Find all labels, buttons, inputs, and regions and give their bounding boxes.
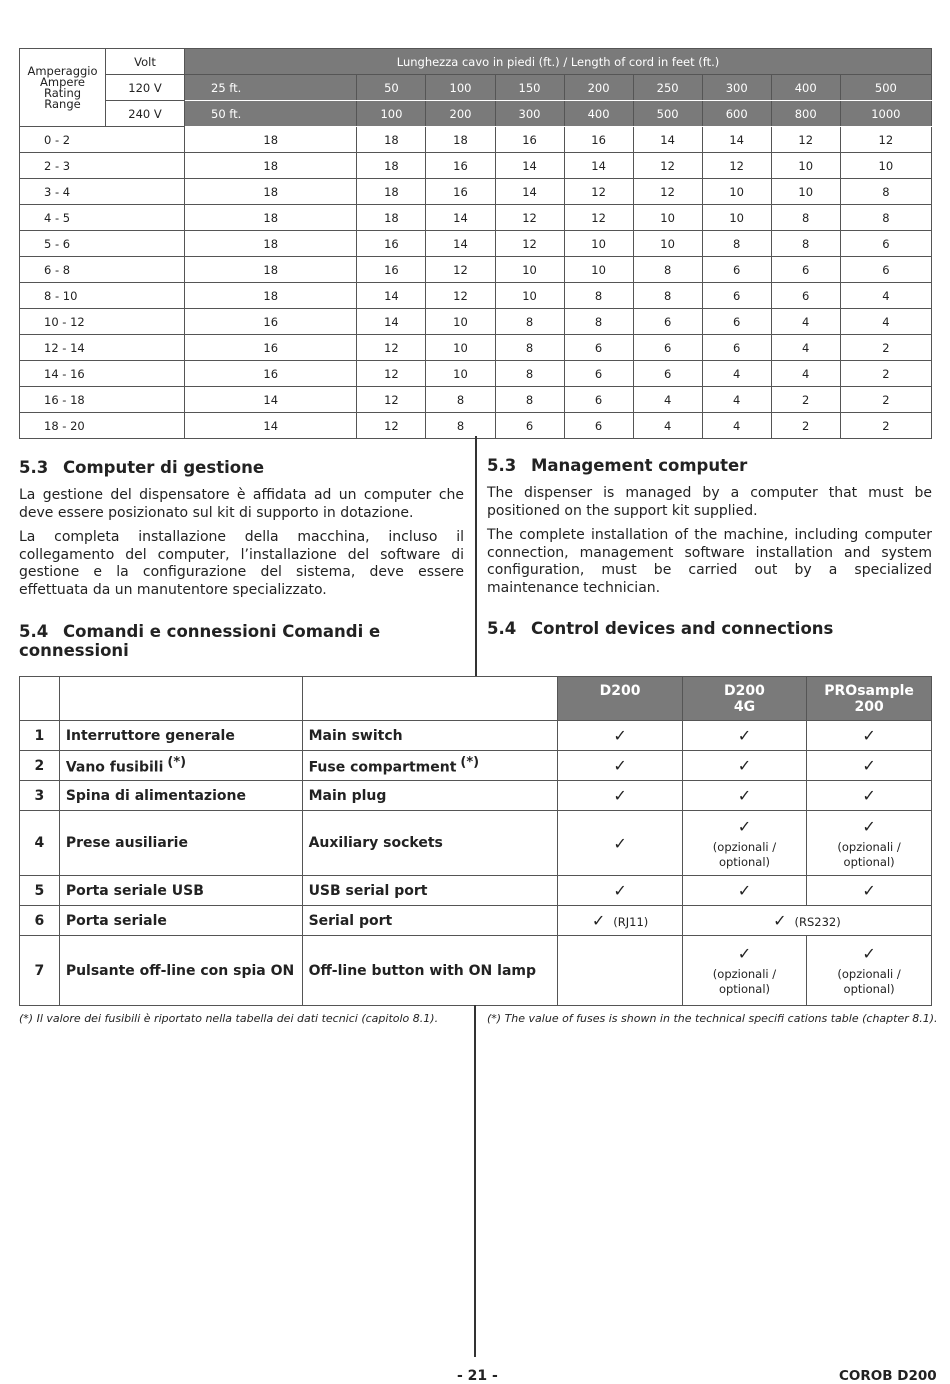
gauge-cell: 6 — [771, 283, 840, 309]
gauge-cell: 6 — [564, 361, 633, 387]
volt-240: 240 V — [106, 101, 185, 127]
footnote-mark: (*) — [167, 755, 187, 771]
cord-table-row — [20, 283, 932, 309]
gauge-cell: 6 — [702, 257, 771, 283]
control-label-en: Auxiliary sockets — [308, 835, 443, 851]
amp-range-cell: 6 - 8 — [20, 257, 185, 283]
page-number: - 21 - — [457, 1368, 498, 1384]
cord-table-row — [20, 413, 932, 439]
checkmark-icon: ✓ — [737, 726, 752, 745]
gauge-cell: 12 — [426, 257, 495, 283]
section-number: 5.3 — [487, 456, 517, 475]
gauge-cell: 8 — [771, 231, 840, 257]
gauge-cell: 14 — [357, 283, 426, 309]
gauge-cell: 2 — [840, 335, 931, 361]
amp-range-cell: 8 - 10 — [20, 283, 185, 309]
gauge-cell: 6 — [702, 283, 771, 309]
gauge-cell: 8 — [495, 335, 564, 361]
cord-table-row — [20, 335, 932, 361]
amp-range-cell: 16 - 18 — [20, 387, 185, 413]
optional-note: (opzionali / optional) — [712, 967, 777, 996]
gauge-cell: 14 — [185, 387, 357, 413]
gauge-cell: 12 — [357, 361, 426, 387]
gauge-cell: 8 — [495, 387, 564, 413]
check-cell — [558, 876, 682, 906]
length-120-cell: 200 — [564, 75, 633, 101]
check-cell — [807, 876, 932, 906]
amp-range-cell: 14 - 16 — [20, 361, 185, 387]
check-cell — [558, 906, 682, 936]
gauge-cell: 4 — [771, 309, 840, 335]
gauge-cell: 4 — [702, 387, 771, 413]
check-cell — [807, 781, 932, 811]
checkmark-icon: ✓ — [613, 756, 627, 775]
check-cell — [807, 936, 932, 1006]
gauge-cell: 10 — [771, 153, 840, 179]
gauge-cell: 10 — [702, 179, 771, 205]
amp-range-cell: 4 - 5 — [20, 205, 185, 231]
gauge-cell: 18 — [185, 127, 357, 153]
footnote-mark: (*) — [460, 755, 480, 771]
gauge-cell: 8 — [495, 361, 564, 387]
gauge-cell: 4 — [840, 283, 931, 309]
checkmark-icon: ✓ — [773, 911, 787, 930]
check-cell — [682, 751, 806, 781]
gauge-cell: 10 — [495, 257, 564, 283]
control-label-it: Vano fusibili — [65, 759, 164, 776]
gauge-cell: 12 — [771, 127, 840, 153]
gauge-cell: 18 — [185, 179, 357, 205]
section-title: Computer di gestione — [63, 458, 265, 477]
amp-range-cell: 10 - 12 — [20, 309, 185, 335]
optional-note: (opzionali / optional) — [712, 839, 777, 869]
gauge-cell: 8 — [840, 205, 931, 231]
gauge-cell: 16 — [495, 127, 564, 153]
gauge-cell: 6 — [840, 257, 931, 283]
gauge-cell: 14 — [702, 127, 771, 153]
length-120-cell: 25 ft. — [185, 75, 357, 101]
control-name-en — [302, 876, 558, 906]
gauge-cell: 6 — [564, 413, 633, 439]
length-240-cell: 50 ft. — [185, 101, 357, 127]
control-name-en — [302, 721, 558, 751]
gauge-cell: 12 — [495, 205, 564, 231]
header-blank-it — [59, 677, 302, 721]
gauge-cell: 10 — [426, 361, 495, 387]
check-cell — [558, 751, 682, 781]
control-label-en: Main plug — [308, 787, 387, 804]
control-name-it — [59, 721, 302, 751]
gauge-cell: 18 — [185, 153, 357, 179]
control-name-it — [59, 811, 302, 876]
control-label-en: USB serial port — [308, 882, 428, 899]
connector-type: (RS232) — [794, 915, 841, 929]
control-name-it — [59, 906, 302, 936]
amp-range-cell: 3 - 4 — [20, 179, 185, 205]
checkmark-icon: ✓ — [591, 911, 606, 930]
control-name-it — [59, 876, 302, 906]
control-label-it: Porta seriale — [65, 912, 167, 929]
check-cell — [807, 811, 932, 876]
gauge-cell: 6 — [564, 335, 633, 361]
gauge-cell: 8 — [426, 413, 495, 439]
gauge-cell: 16 — [426, 179, 495, 205]
cord-table-row — [20, 387, 932, 413]
check-cell — [682, 876, 806, 906]
gauge-cell: 18 — [185, 283, 357, 309]
control-name-en — [302, 906, 558, 936]
paragraph-en-1: The dispenser is managed by a computer that must be positioned on the support kit supplied. — [487, 485, 932, 519]
header-blank-num — [20, 677, 60, 721]
paragraph-it-1: La gestione del dispensatore è affidata ad un computer che deve essere posizionato sul kit di supporto in dotazione. — [19, 487, 464, 521]
gauge-cell: 18 — [357, 127, 426, 153]
column-divider-bottom — [474, 1005, 476, 1357]
length-120-cell: 250 — [633, 75, 702, 101]
gauge-cell: 18 — [357, 153, 426, 179]
gauge-cell: 18 — [357, 205, 426, 231]
control-label-en: Serial port — [308, 912, 393, 929]
gauge-cell: 4 — [633, 413, 702, 439]
optional-note: (opzionali / optional) — [837, 839, 901, 869]
length-240-cell: 800 — [771, 101, 840, 127]
length-240-cell: 500 — [633, 101, 702, 127]
gauge-cell: 12 — [357, 387, 426, 413]
gauge-cell: 6 — [495, 413, 564, 439]
control-label-it: Spina di alimentazione — [65, 787, 246, 804]
length-240-cell: 1000 — [840, 101, 931, 127]
checkmark-icon: ✓ — [862, 816, 876, 836]
check-cell — [682, 781, 806, 811]
gauge-cell: 12 — [702, 153, 771, 179]
italian-column — [19, 458, 464, 660]
gauge-cell: 12 — [633, 153, 702, 179]
header-blank-en — [302, 677, 558, 721]
cord-table-row — [20, 309, 932, 335]
length-240-cell: 400 — [564, 101, 633, 127]
gauge-cell: 8 — [840, 179, 931, 205]
gauge-cell: 6 — [702, 335, 771, 361]
gauge-cell: 16 — [185, 309, 357, 335]
length-120-cell: 400 — [771, 75, 840, 101]
gauge-cell: 2 — [771, 387, 840, 413]
check-cell — [807, 721, 932, 751]
gauge-cell: 14 — [495, 179, 564, 205]
gauge-cell: 14 — [633, 127, 702, 153]
cord-table-row — [20, 179, 932, 205]
checkmark-icon: ✓ — [862, 944, 876, 963]
gauge-cell: 10 — [840, 153, 931, 179]
gauge-cell: 16 — [185, 361, 357, 387]
footnote-en: (*) The value of fuses is shown in the technical specifi cations table (chapter 8.1). — [487, 1012, 938, 1025]
gauge-cell: 8 — [633, 257, 702, 283]
section-number: 5.3 — [19, 458, 49, 477]
check-cell — [682, 811, 806, 876]
gauge-cell: 16 — [185, 335, 357, 361]
checkmark-icon: ✓ — [862, 786, 876, 805]
gauge-cell: 12 — [357, 335, 426, 361]
amp-range-cell: 2 - 3 — [20, 153, 185, 179]
row-number: 4 — [20, 811, 60, 876]
row-number: 5 — [20, 876, 60, 906]
length-120-cell: 500 — [840, 75, 931, 101]
amp-range-cell: 18 - 20 — [20, 413, 185, 439]
gauge-cell: 10 — [426, 309, 495, 335]
row-number: 6 — [20, 906, 60, 936]
gauge-cell: 16 — [426, 153, 495, 179]
gauge-cell: 10 — [771, 179, 840, 205]
gauge-cell: 8 — [702, 231, 771, 257]
gauge-cell: 16 — [357, 231, 426, 257]
control-label-en: Fuse compartment — [308, 759, 457, 776]
row-number: 3 — [20, 781, 60, 811]
gauge-cell: 4 — [633, 387, 702, 413]
cord-table-row — [20, 361, 932, 387]
gauge-cell: 12 — [495, 231, 564, 257]
paragraph-it-2: La completa installazione della macchina, incluso il collegamento del computer, l’installazione del software di gestione e la configurazione del sistema, deve essere effettuata da un manutentore specializzato. — [19, 529, 464, 598]
paragraph-en-2: The complete installation of the machine, including computer connection, management software installation and system configuration, must be carried out by a specialized maintenance technician. — [487, 527, 932, 596]
control-name-en — [302, 781, 558, 811]
gauge-cell: 6 — [633, 335, 702, 361]
checkmark-icon: ✓ — [737, 944, 752, 963]
check-cell — [558, 811, 682, 876]
amp-label-it: Amperaggio — [27, 63, 98, 78]
header-prosample — [807, 677, 932, 721]
gauge-cell: 8 — [771, 205, 840, 231]
checkmark-icon: ✓ — [613, 786, 627, 805]
row-number: 1 — [20, 721, 60, 751]
gauge-cell: 12 — [426, 283, 495, 309]
checkmark-icon: ✓ — [737, 756, 752, 775]
check-cell — [558, 781, 682, 811]
gauge-cell: 12 — [564, 205, 633, 231]
header-d200-4g-label: D200 4G — [724, 683, 765, 715]
section-5-3-en-heading — [487, 456, 932, 475]
control-label-it: Pulsante off-line con spia ON — [65, 962, 295, 979]
controls-row — [20, 811, 932, 876]
check-cell-span — [682, 906, 931, 936]
gauge-cell: 18 — [185, 205, 357, 231]
length-120-cell: 100 — [426, 75, 495, 101]
gauge-cell: 18 — [185, 231, 357, 257]
checkmark-icon: ✓ — [737, 786, 752, 805]
check-cell — [682, 721, 806, 751]
length-120-cell: 50 — [357, 75, 426, 101]
gauge-cell: 4 — [702, 361, 771, 387]
footnote-it: (*) Il valore dei fusibili è riportato nella tabella dei dati tecnici (capitolo 8.1). — [19, 1012, 439, 1025]
section-number: 5.4 — [19, 622, 49, 641]
gauge-cell: 6 — [702, 309, 771, 335]
controls-row — [20, 876, 932, 906]
gauge-cell: 10 — [633, 205, 702, 231]
control-label-it: Prese ausiliarie — [65, 835, 188, 851]
cord-table-row — [20, 153, 932, 179]
checkmark-icon: ✓ — [737, 881, 752, 900]
optional-note: (opzionali / optional) — [837, 967, 901, 996]
checkmark-icon: ✓ — [862, 756, 876, 775]
amp-range-cell: 12 - 14 — [20, 335, 185, 361]
header-prosample-label: PROsample 200 — [824, 683, 914, 715]
gauge-cell: 6 — [633, 309, 702, 335]
gauge-cell: 18 — [426, 127, 495, 153]
length-120-cell: 300 — [702, 75, 771, 101]
empty-cell — [558, 936, 682, 1006]
controls-row — [20, 721, 932, 751]
length-240-cell: 100 — [357, 101, 426, 127]
gauge-cell: 12 — [840, 127, 931, 153]
length-240-cell: 300 — [495, 101, 564, 127]
gauge-cell: 8 — [564, 283, 633, 309]
gauge-cell: 14 — [564, 153, 633, 179]
controls-row — [20, 906, 932, 936]
checkmark-icon: ✓ — [613, 881, 627, 900]
section-title: Comandi e connessioni Comandi e connessioni — [19, 622, 381, 660]
gauge-cell: 2 — [840, 361, 931, 387]
gauge-cell: 14 — [357, 309, 426, 335]
gauge-cell: 4 — [840, 309, 931, 335]
gauge-cell: 8 — [495, 309, 564, 335]
checkmark-icon: ✓ — [613, 833, 627, 853]
row-number: 2 — [20, 751, 60, 781]
section-title: Control devices and connections — [531, 619, 834, 638]
gauge-cell: 18 — [185, 257, 357, 283]
checkmark-icon: ✓ — [737, 816, 752, 836]
section-5-4-it-heading — [19, 622, 464, 660]
gauge-cell: 4 — [702, 413, 771, 439]
footer-brand: COROB D200 — [839, 1368, 937, 1384]
gauge-cell: 10 — [564, 257, 633, 283]
check-cell — [807, 751, 932, 781]
control-label-it: Porta seriale USB — [65, 882, 204, 899]
gauge-cell: 8 — [564, 309, 633, 335]
control-name-en — [302, 751, 558, 781]
gauge-cell: 12 — [564, 179, 633, 205]
amp-label-en-2: Rating — [43, 85, 82, 100]
control-label-en: Main switch — [308, 727, 403, 744]
checkmark-icon: ✓ — [613, 726, 627, 745]
cord-table-row — [20, 205, 932, 231]
gauge-cell: 8 — [633, 283, 702, 309]
gauge-cell: 10 — [633, 231, 702, 257]
gauge-cell: 6 — [564, 387, 633, 413]
check-cell — [682, 936, 806, 1006]
row-number: 7 — [20, 936, 60, 1006]
gauge-cell: 14 — [426, 205, 495, 231]
section-title: Management computer — [531, 456, 748, 475]
section-number: 5.4 — [487, 619, 517, 638]
gauge-cell: 10 — [426, 335, 495, 361]
length-240-cell: 600 — [702, 101, 771, 127]
amp-label-en-3: Range — [44, 96, 81, 111]
gauge-cell: 6 — [633, 361, 702, 387]
section-5-3-it-heading — [19, 458, 464, 477]
gauge-cell: 4 — [771, 361, 840, 387]
volt-header: Volt — [106, 49, 185, 75]
gauge-cell: 10 — [702, 205, 771, 231]
control-label-en: Off-line button with ON lamp — [308, 962, 536, 979]
gauge-cell: 4 — [771, 335, 840, 361]
volt-120: 120 V — [106, 75, 185, 101]
control-label-it: Interruttore generale — [65, 727, 235, 744]
cord-table-row — [20, 127, 932, 153]
gauge-cell: 2 — [840, 413, 931, 439]
gauge-cell: 12 — [357, 413, 426, 439]
amp-header — [20, 49, 106, 127]
gauge-cell: 12 — [633, 179, 702, 205]
gauge-cell: 10 — [564, 231, 633, 257]
length-header: Lunghezza cavo in piedi (ft.) / Length of cord in feet (ft.) — [185, 49, 932, 75]
english-column — [487, 456, 932, 638]
length-120-cell: 150 — [495, 75, 564, 101]
gauge-cell: 16 — [564, 127, 633, 153]
gauge-cell: 2 — [771, 413, 840, 439]
column-divider — [475, 436, 477, 676]
controls-table — [19, 676, 932, 1006]
gauge-cell: 2 — [840, 387, 931, 413]
amp-label-en: Ampere — [40, 74, 85, 89]
gauge-cell: 6 — [771, 257, 840, 283]
section-5-4-en-heading — [487, 619, 932, 638]
gauge-cell: 14 — [185, 413, 357, 439]
gauge-cell: 10 — [495, 283, 564, 309]
header-d200: D200 — [558, 677, 682, 721]
checkmark-icon: ✓ — [862, 726, 876, 745]
control-name-en — [302, 936, 558, 1006]
gauge-cell: 16 — [357, 257, 426, 283]
connector-type: (RJ11) — [613, 915, 649, 929]
header-d200-4g — [682, 677, 806, 721]
control-name-it — [59, 936, 302, 1006]
controls-row — [20, 781, 932, 811]
cord-table-row — [20, 231, 932, 257]
length-240-cell: 200 — [426, 101, 495, 127]
checkmark-icon: ✓ — [862, 881, 876, 900]
control-name-it — [59, 751, 302, 781]
gauge-cell: 6 — [840, 231, 931, 257]
gauge-cell: 14 — [426, 231, 495, 257]
gauge-cell: 14 — [495, 153, 564, 179]
control-name-en — [302, 811, 558, 876]
gauge-cell: 8 — [426, 387, 495, 413]
gauge-cell: 18 — [357, 179, 426, 205]
control-name-it — [59, 781, 302, 811]
cord-table-row — [20, 257, 932, 283]
controls-row — [20, 936, 932, 1006]
controls-row — [20, 751, 932, 781]
amp-range-cell: 5 - 6 — [20, 231, 185, 257]
amp-range-cell: 0 - 2 — [20, 127, 185, 153]
cord-gauge-table — [19, 48, 932, 439]
check-cell — [558, 721, 682, 751]
